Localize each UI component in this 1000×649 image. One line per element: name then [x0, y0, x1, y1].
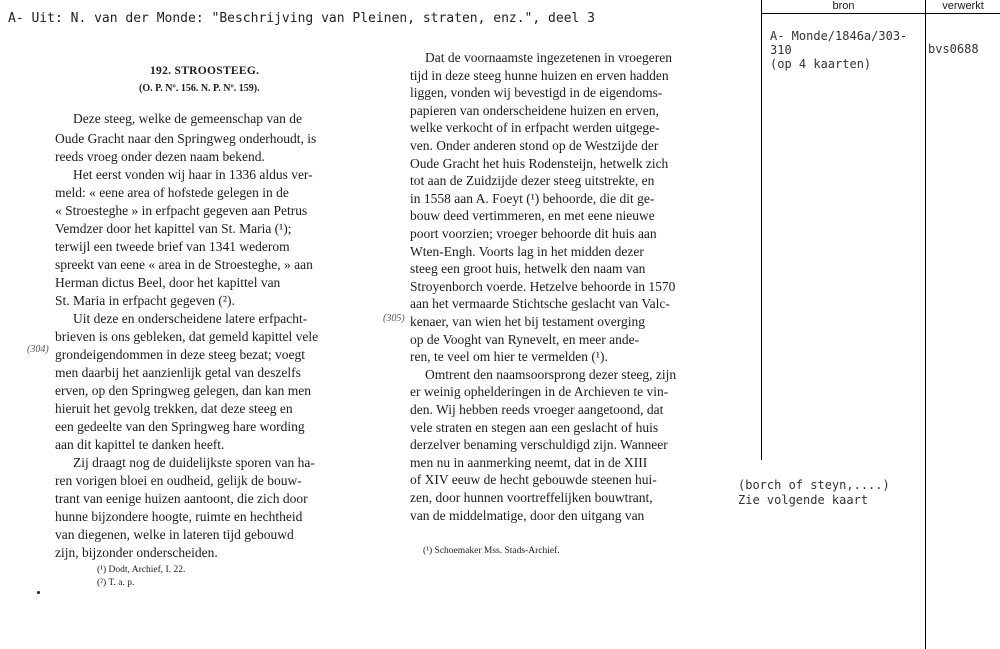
text-line: reeds vroeg onder dezen naam bekend.	[55, 149, 265, 164]
page-subtitle: (O. P. Nº. 156. N. P. Nº. 159).	[139, 83, 260, 94]
text-line: Dat de voornaamste ingezetenen in vroegeren	[425, 50, 673, 65]
margin-page-number: (305)	[383, 313, 405, 324]
text-line: men nu in aanmerking neemt, dat in de XIII	[410, 454, 648, 470]
text-line: ven. Onder anderen stond op de Westzijde der	[410, 138, 659, 153]
column-header-verwerkt: verwerkt	[942, 0, 984, 12]
text-line: zen, door hunnen voortreffelijken bouwtrant,	[410, 490, 653, 505]
page-speck	[37, 591, 40, 594]
source-line: (op 4 kaarten)	[770, 57, 872, 71]
text-line: tijd in deze steeg hunne huizen en erven hadden	[410, 67, 669, 83]
text-line: Omtrent den naamsoorsprong dezer steeg, zijn	[425, 366, 677, 382]
text-line: ren, te veel om hier te vermelden (¹).	[410, 349, 608, 365]
text-line: den. Wij hebben reeds vroeger aangetoond, dat	[410, 402, 664, 417]
text-line: ren vorigen bloei en oudheid, gelijk de bouw-	[55, 473, 302, 488]
text-line: Deze steeg, welke de gemeenschap van de	[73, 111, 303, 126]
text-line: Oude Gracht het huis Rodensteijn, hetwelk zich	[410, 155, 669, 171]
text-line: op de Vooght van Rynevelt, en meer ande-	[410, 331, 640, 347]
text-line: papieren van onderscheidene huizen en erven,	[410, 102, 659, 118]
text-line: poort voorzien; vroeger behoorde dit huis aan	[410, 226, 657, 241]
text-line: kenaer, van wien het bij testament overging	[410, 314, 646, 329]
text-line: er weinig ophelderingen in de Archieven te vin-	[410, 384, 669, 400]
text-line: « Stroesteghe » in erfpacht gegeven aan Petrus	[55, 203, 308, 218]
source-line: 310	[770, 43, 792, 57]
text-line: Zij draagt nog de duidelijkste sporen van ha-	[73, 455, 315, 470]
page-title: 192. STROOSTEEG.	[150, 65, 260, 77]
text-line: derzelver benaming verschuldigd zijn. Wanneer	[410, 437, 668, 453]
column-header-bron: bron	[832, 0, 855, 12]
text-line: tot aan de Zuidzijde dezer steeg uitstrekte, en	[410, 173, 655, 189]
text-line: bouw deed vertimmeren, en met eene nieuwe	[410, 208, 655, 224]
text-line: vele straten en stegen aan een geslacht of huis	[410, 419, 659, 435]
text-line: terwijl een tweede brief van 1341 wederom	[55, 239, 290, 254]
side-note	[738, 478, 890, 508]
side-note-line: (borch of steyn,....)	[738, 478, 890, 492]
text-line: een gedeelte van den Springweg hare wording	[55, 419, 305, 434]
text-line: Oude Gracht naar den Springweg onderhoudt, is	[55, 131, 317, 146]
text-line: Wten-Engh. Voorts lag in het midden dezer	[410, 243, 644, 259]
text-line: spreekt van eene « area in de Stroesteghe, » aan	[55, 257, 313, 272]
text-line: of XIV eeuw de hecht gebouwde steenen hui-	[410, 472, 657, 488]
text-line: grondeigendommen in deze steeg bezat; voegt	[55, 347, 306, 362]
card-header-rule	[761, 13, 1000, 14]
text-line: Stroyenborch voerde. Hetzelve behoorde in 1570	[410, 278, 676, 294]
margin-page-number: (304)	[27, 344, 49, 355]
source-reference	[770, 29, 907, 71]
source-line: A- Monde/1846a/303-	[770, 29, 908, 43]
text-line: men daarbij het aanzienlijk getal van deszelfs	[55, 365, 301, 380]
text-line: erven, op den Springweg gelegen, dan kan men	[55, 383, 312, 398]
text-line: Uit deze en onderscheidene latere erfpacht-	[73, 311, 308, 326]
footnote: (¹) Dodt, Archief, I. 22.	[97, 565, 186, 575]
card-column-divider-left	[761, 0, 762, 460]
text-line: aan dit kapittel te danken heeft.	[55, 437, 225, 452]
footnote: (²) T. a. p.	[97, 578, 135, 588]
text-line: van diegenen, welke in lateren tijd gebouwd	[55, 527, 294, 542]
text-line: zijn, bijzonder onderscheiden.	[55, 545, 218, 560]
text-line: St. Maria in erfpacht gegeven (²).	[55, 293, 235, 308]
text-line: Vemdzer door het kapittel van St. Maria (¹);	[55, 221, 292, 236]
text-line: in 1558 aan A. Foeyt (¹) behoorde, die dit ge-	[410, 190, 655, 206]
text-line: meld: « eene area of hofstede gelegen in de	[55, 185, 289, 200]
text-line: liggen, vonden wij bevestigd in de eigendoms-	[410, 85, 663, 101]
text-line: welke verkocht of in erfpacht werden uitgege-	[410, 120, 660, 136]
text-line: hunne bijzondere hoogte, ruimte en hechtheid	[55, 509, 303, 524]
text-line: trant van eenige huizen aantoont, die zich door	[55, 491, 308, 506]
card-column-divider-mid	[925, 0, 926, 649]
text-line: van de middelmatige, door den uitgang van	[410, 507, 645, 523]
text-line: hieruit het gevolg trekken, dat deze steeg en	[55, 401, 293, 416]
text-line: Herman dictus Beel, door het kapittel van	[55, 275, 281, 290]
text-line: aan het vermaarde Stichtsche geslacht van Valc-	[410, 296, 670, 312]
text-line: Het eerst vonden wij haar in 1336 aldus ver-	[73, 167, 313, 182]
text-line: steeg een groot huis, hetwelk den naam van	[410, 261, 646, 277]
side-note-line: Zie volgende kaart	[738, 493, 869, 507]
text-line: brieven is ons gebleken, dat gemeld kapittel vele	[55, 329, 319, 344]
footnote-right: (¹) Schoemaker Mss. Stads-Archief.	[423, 546, 560, 556]
header-caption: A- Uit: N. van der Monde: "Beschrijving van Pleinen, straten, enz.", deel 3	[8, 11, 595, 26]
processed-code: bvs0688	[928, 42, 979, 56]
